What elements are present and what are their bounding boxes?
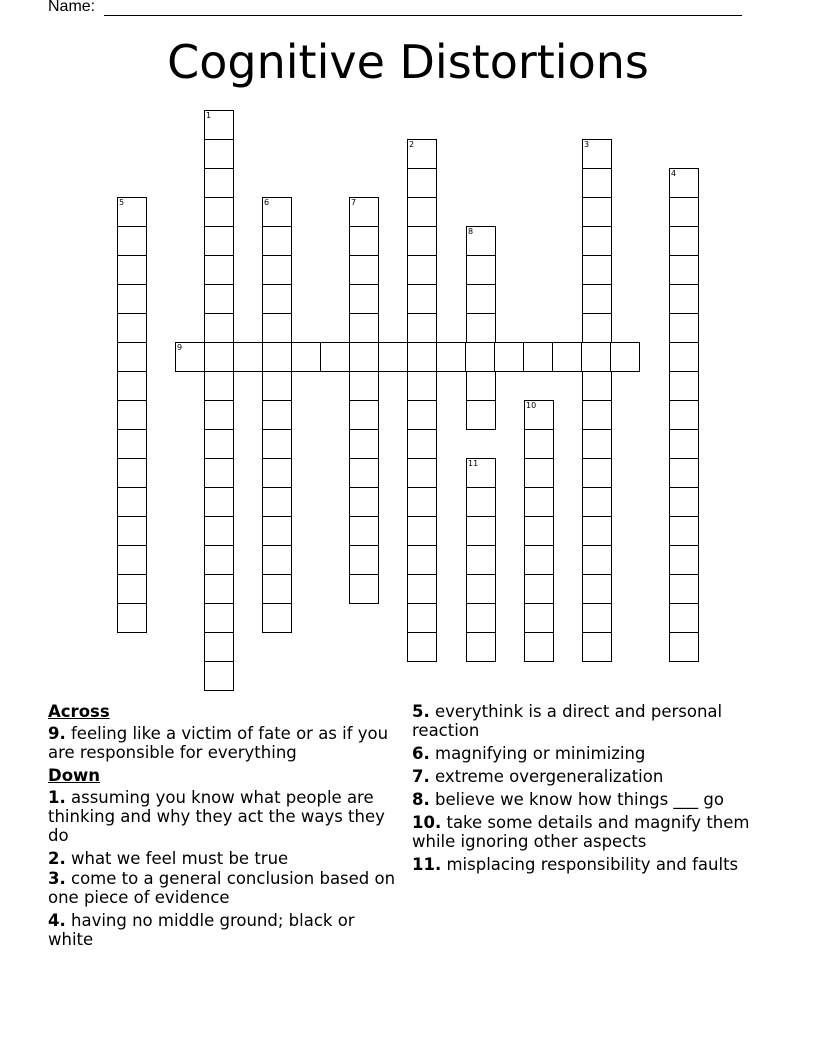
grid-cell[interactable]	[349, 313, 379, 343]
grid-cell[interactable]	[262, 487, 292, 517]
grid-cell[interactable]	[262, 371, 292, 401]
grid-cell[interactable]	[524, 632, 554, 662]
clue-down-3	[48, 869, 400, 907]
grid-cell[interactable]	[204, 139, 234, 169]
clue-text: having no middle ground; black or white	[48, 911, 355, 949]
grid-cell[interactable]	[407, 429, 437, 459]
grid-cell[interactable]	[117, 342, 147, 372]
grid-cell[interactable]	[117, 487, 147, 517]
name-label: Name:	[48, 0, 96, 15]
clue-down-8	[412, 790, 762, 809]
grid-cell[interactable]	[407, 487, 437, 517]
grid-cell[interactable]	[349, 574, 379, 604]
grid-cell[interactable]	[669, 284, 699, 314]
grid-cell[interactable]	[524, 545, 554, 575]
grid-cell[interactable]	[117, 313, 147, 343]
grid-cell[interactable]	[407, 226, 437, 256]
grid-cell[interactable]	[552, 342, 582, 372]
grid-cell[interactable]	[669, 545, 699, 575]
grid-cell[interactable]	[117, 458, 147, 488]
grid-cell[interactable]	[407, 574, 437, 604]
grid-cell[interactable]	[436, 342, 466, 372]
grid-cell[interactable]	[349, 197, 379, 227]
grid-cell[interactable]	[466, 226, 496, 256]
grid-cell[interactable]	[204, 429, 234, 459]
grid-cell[interactable]	[262, 574, 292, 604]
grid-cell[interactable]	[233, 342, 263, 372]
grid-cell[interactable]	[582, 255, 612, 285]
clue-text: extreme overgeneralization	[429, 767, 664, 786]
grid-cell[interactable]	[204, 603, 234, 633]
grid-cell[interactable]	[669, 342, 699, 372]
grid-cell[interactable]	[262, 545, 292, 575]
grid-cell[interactable]	[204, 342, 234, 372]
grid-cell[interactable]	[117, 226, 147, 256]
grid-cell[interactable]	[669, 197, 699, 227]
grid-cell[interactable]	[407, 139, 437, 169]
grid-cell[interactable]	[524, 487, 554, 517]
clue-text: misplacing responsibility and faults	[441, 855, 739, 874]
grid-cell[interactable]	[466, 545, 496, 575]
grid-cell[interactable]	[494, 342, 524, 372]
grid-cell[interactable]	[610, 342, 640, 372]
clue-number: 6.	[412, 744, 430, 763]
clue-number: 4.	[48, 911, 66, 930]
grid-cell[interactable]	[669, 458, 699, 488]
grid-cell[interactable]	[582, 574, 612, 604]
grid-cell[interactable]	[466, 371, 496, 401]
grid-cell[interactable]	[349, 516, 379, 546]
grid-cell[interactable]	[466, 487, 496, 517]
clue-down-1	[48, 788, 400, 845]
grid-cell[interactable]	[582, 545, 612, 575]
grid-cell[interactable]	[407, 284, 437, 314]
grid-cell[interactable]	[669, 632, 699, 662]
grid-cell[interactable]	[669, 226, 699, 256]
clue-number: 11.	[412, 855, 442, 874]
grid-cell[interactable]	[349, 371, 379, 401]
grid-cell[interactable]	[262, 313, 292, 343]
clue-number: 10.	[412, 813, 442, 832]
grid-cell[interactable]	[349, 458, 379, 488]
clues-right-column	[412, 702, 762, 878]
grid-cell[interactable]	[204, 371, 234, 401]
grid-cell[interactable]	[466, 603, 496, 633]
clue-number: 9.	[48, 724, 66, 743]
grid-cell[interactable]	[349, 226, 379, 256]
clue-text: magnifying or minimizing	[429, 744, 646, 763]
grid-cell[interactable]	[669, 429, 699, 459]
clue-text: everythink is a direct and personal reaction	[412, 702, 723, 740]
grid-cell[interactable]	[582, 603, 612, 633]
clue-down-10	[412, 813, 762, 851]
grid-cell[interactable]	[582, 400, 612, 430]
grid-cell[interactable]	[407, 313, 437, 343]
cell-number: 6	[264, 198, 270, 207]
grid-cell[interactable]	[262, 197, 292, 227]
grid-cell[interactable]	[669, 400, 699, 430]
clue-down-7	[412, 767, 762, 786]
grid-cell[interactable]	[407, 458, 437, 488]
grid-cell[interactable]	[204, 284, 234, 314]
grid-cell[interactable]	[524, 400, 554, 430]
grid-cell[interactable]	[349, 487, 379, 517]
grid-cell[interactable]	[582, 168, 612, 198]
grid-cell[interactable]	[349, 429, 379, 459]
grid-cell[interactable]	[262, 226, 292, 256]
grid-cell[interactable]	[582, 632, 612, 662]
clue-number: 8.	[412, 790, 430, 809]
clue-text: assuming you know what people are thinking and why they act the ways they do	[48, 788, 385, 845]
grid-cell[interactable]	[204, 632, 234, 662]
grid-cell[interactable]	[204, 545, 234, 575]
grid-cell[interactable]	[407, 342, 437, 372]
grid-cell[interactable]	[669, 255, 699, 285]
grid-cell[interactable]	[669, 168, 699, 198]
clue-number: 3.	[48, 869, 66, 888]
grid-cell[interactable]	[466, 313, 496, 343]
grid-cell[interactable]	[407, 168, 437, 198]
grid-cell[interactable]	[320, 342, 350, 372]
cell-number: 3	[584, 140, 590, 149]
clue-across-9	[48, 724, 400, 762]
grid-cell[interactable]	[204, 516, 234, 546]
clue-text: feeling like a victim of fate or as if you are responsible for everything	[48, 724, 389, 762]
clue-text: what we feel must be true	[65, 849, 289, 868]
grid-cell[interactable]	[669, 574, 699, 604]
grid-cell[interactable]	[407, 400, 437, 430]
clues-left-column	[48, 702, 400, 953]
clue-text: believe we know how things ___ go	[429, 790, 724, 809]
cell-number: 1	[206, 111, 212, 120]
grid-cell[interactable]	[117, 371, 147, 401]
grid-cell[interactable]	[407, 255, 437, 285]
grid-cell[interactable]	[117, 400, 147, 430]
grid-cell[interactable]	[117, 603, 147, 633]
grid-cell[interactable]	[262, 255, 292, 285]
grid-cell[interactable]	[117, 574, 147, 604]
clue-down-2	[48, 849, 400, 868]
grid-cell[interactable]	[204, 255, 234, 285]
grid-cell[interactable]	[669, 516, 699, 546]
grid-cell[interactable]	[524, 574, 554, 604]
grid-cell[interactable]	[524, 516, 554, 546]
grid-cell[interactable]	[582, 458, 612, 488]
grid-cell[interactable]	[262, 342, 292, 372]
clue-number: 2.	[48, 849, 66, 868]
cell-number: 10	[526, 401, 537, 410]
grid-cell[interactable]	[407, 632, 437, 662]
grid-cell[interactable]	[117, 516, 147, 546]
grid-cell[interactable]	[175, 342, 205, 372]
grid-cell[interactable]	[204, 400, 234, 430]
grid-cell[interactable]	[407, 516, 437, 546]
grid-cell[interactable]	[465, 342, 495, 372]
clue-down-4	[48, 911, 400, 949]
clue-down-11	[412, 855, 762, 874]
grid-cell[interactable]	[349, 255, 379, 285]
grid-cell[interactable]	[117, 429, 147, 459]
grid-cell[interactable]	[466, 458, 496, 488]
page-title: Cognitive Distortions	[167, 35, 649, 89]
grid-cell[interactable]	[262, 458, 292, 488]
grid-cell[interactable]	[117, 284, 147, 314]
grid-cell[interactable]	[466, 574, 496, 604]
grid-cell[interactable]	[524, 429, 554, 459]
grid-cell[interactable]	[349, 284, 379, 314]
clue-number: 5.	[412, 702, 430, 721]
grid-cell[interactable]	[466, 632, 496, 662]
grid-cell[interactable]	[582, 284, 612, 314]
grid-cell[interactable]	[582, 139, 612, 169]
cell-number: 2	[409, 140, 415, 149]
grid-cell[interactable]	[582, 226, 612, 256]
grid-cell[interactable]	[117, 545, 147, 575]
cell-number: 4	[671, 169, 677, 178]
clue-text: come to a general conclusion based on one piece of evidence	[48, 869, 396, 907]
grid-cell[interactable]	[524, 603, 554, 633]
clue-text: take some details and magnify them while ignoring other aspects	[412, 813, 750, 851]
cell-number: 11	[468, 459, 479, 468]
grid-cell[interactable]	[582, 516, 612, 546]
grid-cell[interactable]	[407, 197, 437, 227]
grid-cell[interactable]	[669, 603, 699, 633]
grid-cell[interactable]	[204, 110, 234, 140]
grid-cell[interactable]	[582, 371, 612, 401]
across-heading: Across	[48, 702, 110, 721]
cell-number: 9	[177, 343, 183, 352]
grid-cell[interactable]	[204, 197, 234, 227]
grid-cell[interactable]	[466, 400, 496, 430]
grid-cell[interactable]	[349, 545, 379, 575]
grid-cell[interactable]	[669, 487, 699, 517]
grid-cell[interactable]	[466, 284, 496, 314]
grid-cell[interactable]	[349, 400, 379, 430]
grid-cell[interactable]	[262, 516, 292, 546]
grid-cell[interactable]	[204, 574, 234, 604]
grid-cell[interactable]	[204, 458, 234, 488]
grid-cell[interactable]	[262, 284, 292, 314]
grid-cell[interactable]	[378, 342, 408, 372]
grid-cell[interactable]	[204, 226, 234, 256]
clue-down-5	[412, 702, 762, 740]
grid-cell[interactable]	[581, 342, 611, 372]
cell-number: 8	[468, 227, 474, 236]
grid-cell[interactable]	[582, 197, 612, 227]
grid-cell[interactable]	[407, 545, 437, 575]
clue-down-6	[412, 744, 762, 763]
cell-number: 7	[351, 198, 357, 207]
grid-cell[interactable]	[669, 371, 699, 401]
grid-cell[interactable]	[582, 313, 612, 343]
grid-cell[interactable]	[204, 661, 234, 691]
clue-number: 1.	[48, 788, 66, 807]
grid-cell[interactable]	[291, 342, 321, 372]
grid-cell[interactable]	[466, 516, 496, 546]
grid-cell[interactable]	[407, 371, 437, 401]
grid-cell[interactable]	[262, 603, 292, 633]
cell-number: 5	[119, 198, 125, 207]
clue-number: 7.	[412, 767, 430, 786]
grid-cell[interactable]	[466, 255, 496, 285]
grid-cell[interactable]	[582, 429, 612, 459]
down-heading: Down	[48, 766, 101, 785]
grid-cell[interactable]	[204, 487, 234, 517]
grid-cell[interactable]	[407, 603, 437, 633]
grid-cell[interactable]	[669, 313, 699, 343]
grid-cell[interactable]	[582, 487, 612, 517]
grid-cell[interactable]	[204, 313, 234, 343]
grid-cell[interactable]	[524, 458, 554, 488]
grid-cell[interactable]	[117, 197, 147, 227]
grid-cell[interactable]	[117, 255, 147, 285]
grid-cell[interactable]	[262, 400, 292, 430]
grid-cell[interactable]	[262, 429, 292, 459]
grid-cell[interactable]	[523, 342, 553, 372]
grid-cell[interactable]	[349, 342, 379, 372]
grid-cell[interactable]	[204, 168, 234, 198]
